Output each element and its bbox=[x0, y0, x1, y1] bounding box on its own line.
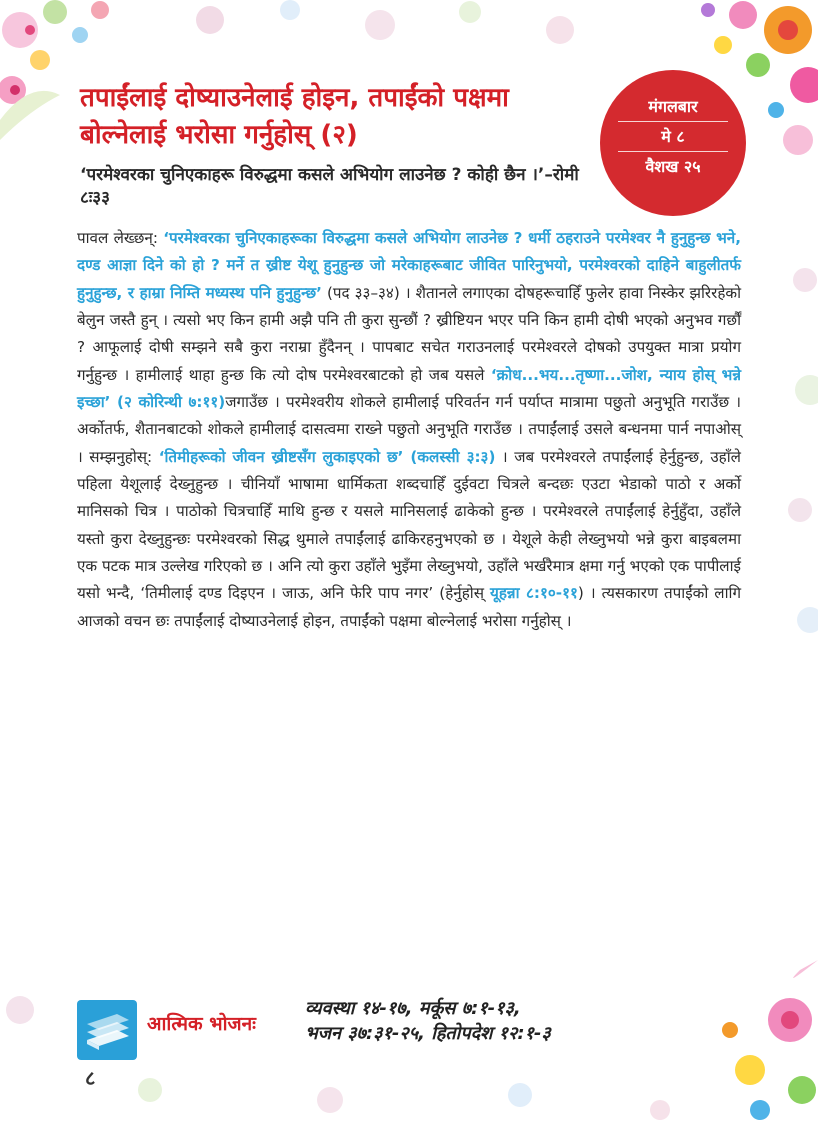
floral-decoration-right bbox=[760, 250, 818, 650]
date-divider bbox=[618, 151, 728, 152]
date-english: मे ८ bbox=[661, 127, 685, 146]
reading-line-2: भजन ३७:३१-२५, हितोपदेश १२:१-३ bbox=[305, 1023, 551, 1044]
scripture-quote: ‘क्रोध...भय...तृष्णा...जोश, न्याय होस् भन्ने इच्छा’ (२ कोरिन्थी ७:११) bbox=[77, 365, 741, 412]
date-divider bbox=[618, 121, 728, 122]
title-block bbox=[80, 80, 600, 210]
body-text: (पद ३३–३४) । शैतानले लगाएका दोषहरूचाहिँ फुलेर हावा निस्केर झरिरहेको बेलुन जस्तै हुन् । त्यसो भए किन हामी अझै पनि ती कुरा सुन्छौं ? ख्रीष्टियन भएर पनि किन हामी दोषी भएको अनुभव गर्छौं ? आफूलाई दोषी सम्झने सबै कुरा नराम्रा हुँदैनन् । पापबाट सचेत गराउनलाई परमेश्वरले दोषको उपयुक्त मात्रा प्रयोग गर्नुहुन्छ । हामीलाई थाहा हुन्छ कि त्यो दोष परमेश्वरबाटको हो जब यसले bbox=[77, 283, 742, 384]
date-day: मंगलबार bbox=[648, 97, 698, 116]
scripture-quote: ‘तिमीहरूको जीवन ख्रीष्टसँग लुकाइएको छ’ (कलस्सी ३:३) bbox=[158, 447, 496, 466]
reading-references bbox=[305, 996, 551, 1046]
key-verse: ‘परमेश्वरका चुनिएकाहरू विरुद्धमा कसले अभियोग लाउनेछ ? कोही छैन ।’–रोमी ८ः३३ bbox=[80, 165, 579, 208]
reading-line-1: व्यवस्था १४-१७, मर्कूस ७:१-१३, bbox=[305, 998, 521, 1019]
scripture-quote: ‘परमेश्वरका चुनिएकाहरूका विरुद्धमा कसले अभियोग लाउनेछ ? धर्मी ठहराउने परमेश्वर नै हुनुहुन्छ भने, दण्ड आज्ञा दिने को हो ? मर्ने त ख्रीष्ट येशू हुनुहुन्छ जो मरेकाहरूबाट जीवित पारिनुभयो, परमेश्वरको दाहिने बाहुलीतर्फ हुनुहुन्छ, र हाम्रा निम्ति मध्यस्थ पनि हुनुहुन्छ’ bbox=[77, 229, 741, 302]
scripture-reference: यूहन्ना ८:१०-११ bbox=[490, 584, 578, 603]
books-icon bbox=[77, 1000, 137, 1060]
body-text: जगाउँछ । परमेश्वरीय शोकले हामीलाई परिवर्तन गर्न पर्याप्त मात्रामा पछुतो अनुभूति गराउँछ । अर्कोतर्फ, शैतानबाटको शोकले हामीलाई दासत्वमा राख्ने पछुतो अनुभूति गराउँछ । तपाईंलाई उसले बन्धनमा पार्न नपाओस् । सम्झनुहोस्: bbox=[77, 393, 741, 466]
page-title: तपाईंलाई दोष्याउनेलाई होइन, तपाईंको पक्षमा बोल्नेलाई भरोसा गर्नुहोस् (२) bbox=[80, 83, 509, 150]
page-number: ८ bbox=[85, 1066, 96, 1090]
body-text: ) । त्यसकारण तपाईंको लागि आजको वचन छः तपाईंलाई दोष्याउनेलाई होइन, तपाईंको पक्षमा बोल्नेलाई भरोसा गर्नुहोस् । bbox=[77, 584, 742, 630]
body-text: पावल लेख्छन्: bbox=[77, 229, 164, 247]
floral-decoration-top-center bbox=[170, 0, 600, 70]
reading-label: आत्मिक भोजनः bbox=[147, 1013, 257, 1035]
reading-plan bbox=[77, 992, 747, 1072]
devotional-body bbox=[77, 225, 741, 635]
body-text: । जब परमेश्वरले तपाईंलाई हेर्नुहुन्छ, उहाँले पहिला येशूलाई देख्नुहुन्छ । चीनियाँ भाषामा धार्मिकता शब्दचाहिँ दुईवटा चित्रले बन्दछः एउटा भेडाको पाठो र अर्को मानिसको चित्र । पाठोको चित्रचाहिँ माथि हुन्छ र यसले मानिसलाई ढाकेको हुन्छ । परमेश्वरले तपाईंलाई हेर्नुहुँदा, उहाँले यस्तो कुरा देख्नुहुन्छः परमेश्वरको सिद्ध थुमाले तपाईंलाई ढाकिरहनुभएको छ । येशूले केही लेख्नुभयो भन्ने कुरा बाइबलमा एक पटक मात्र उल्लेख गरिएको छ । अनि त्यो कुरा उहाँले भुइँमा लेख्नुभयो, उहाँले भर्खरैमात्र क्षमा गर्नु भएको एक पापीलाई यसो भन्दै, ‘तिमीलाई दण्ड दिइएन । जाऊ, अनि फेरि पाप नगर’ (हेर्नुहोस् bbox=[77, 447, 741, 603]
date-badge bbox=[600, 70, 746, 216]
books-icon-graphic bbox=[77, 1000, 137, 1060]
date-nepali: वैशख २५ bbox=[645, 157, 701, 176]
